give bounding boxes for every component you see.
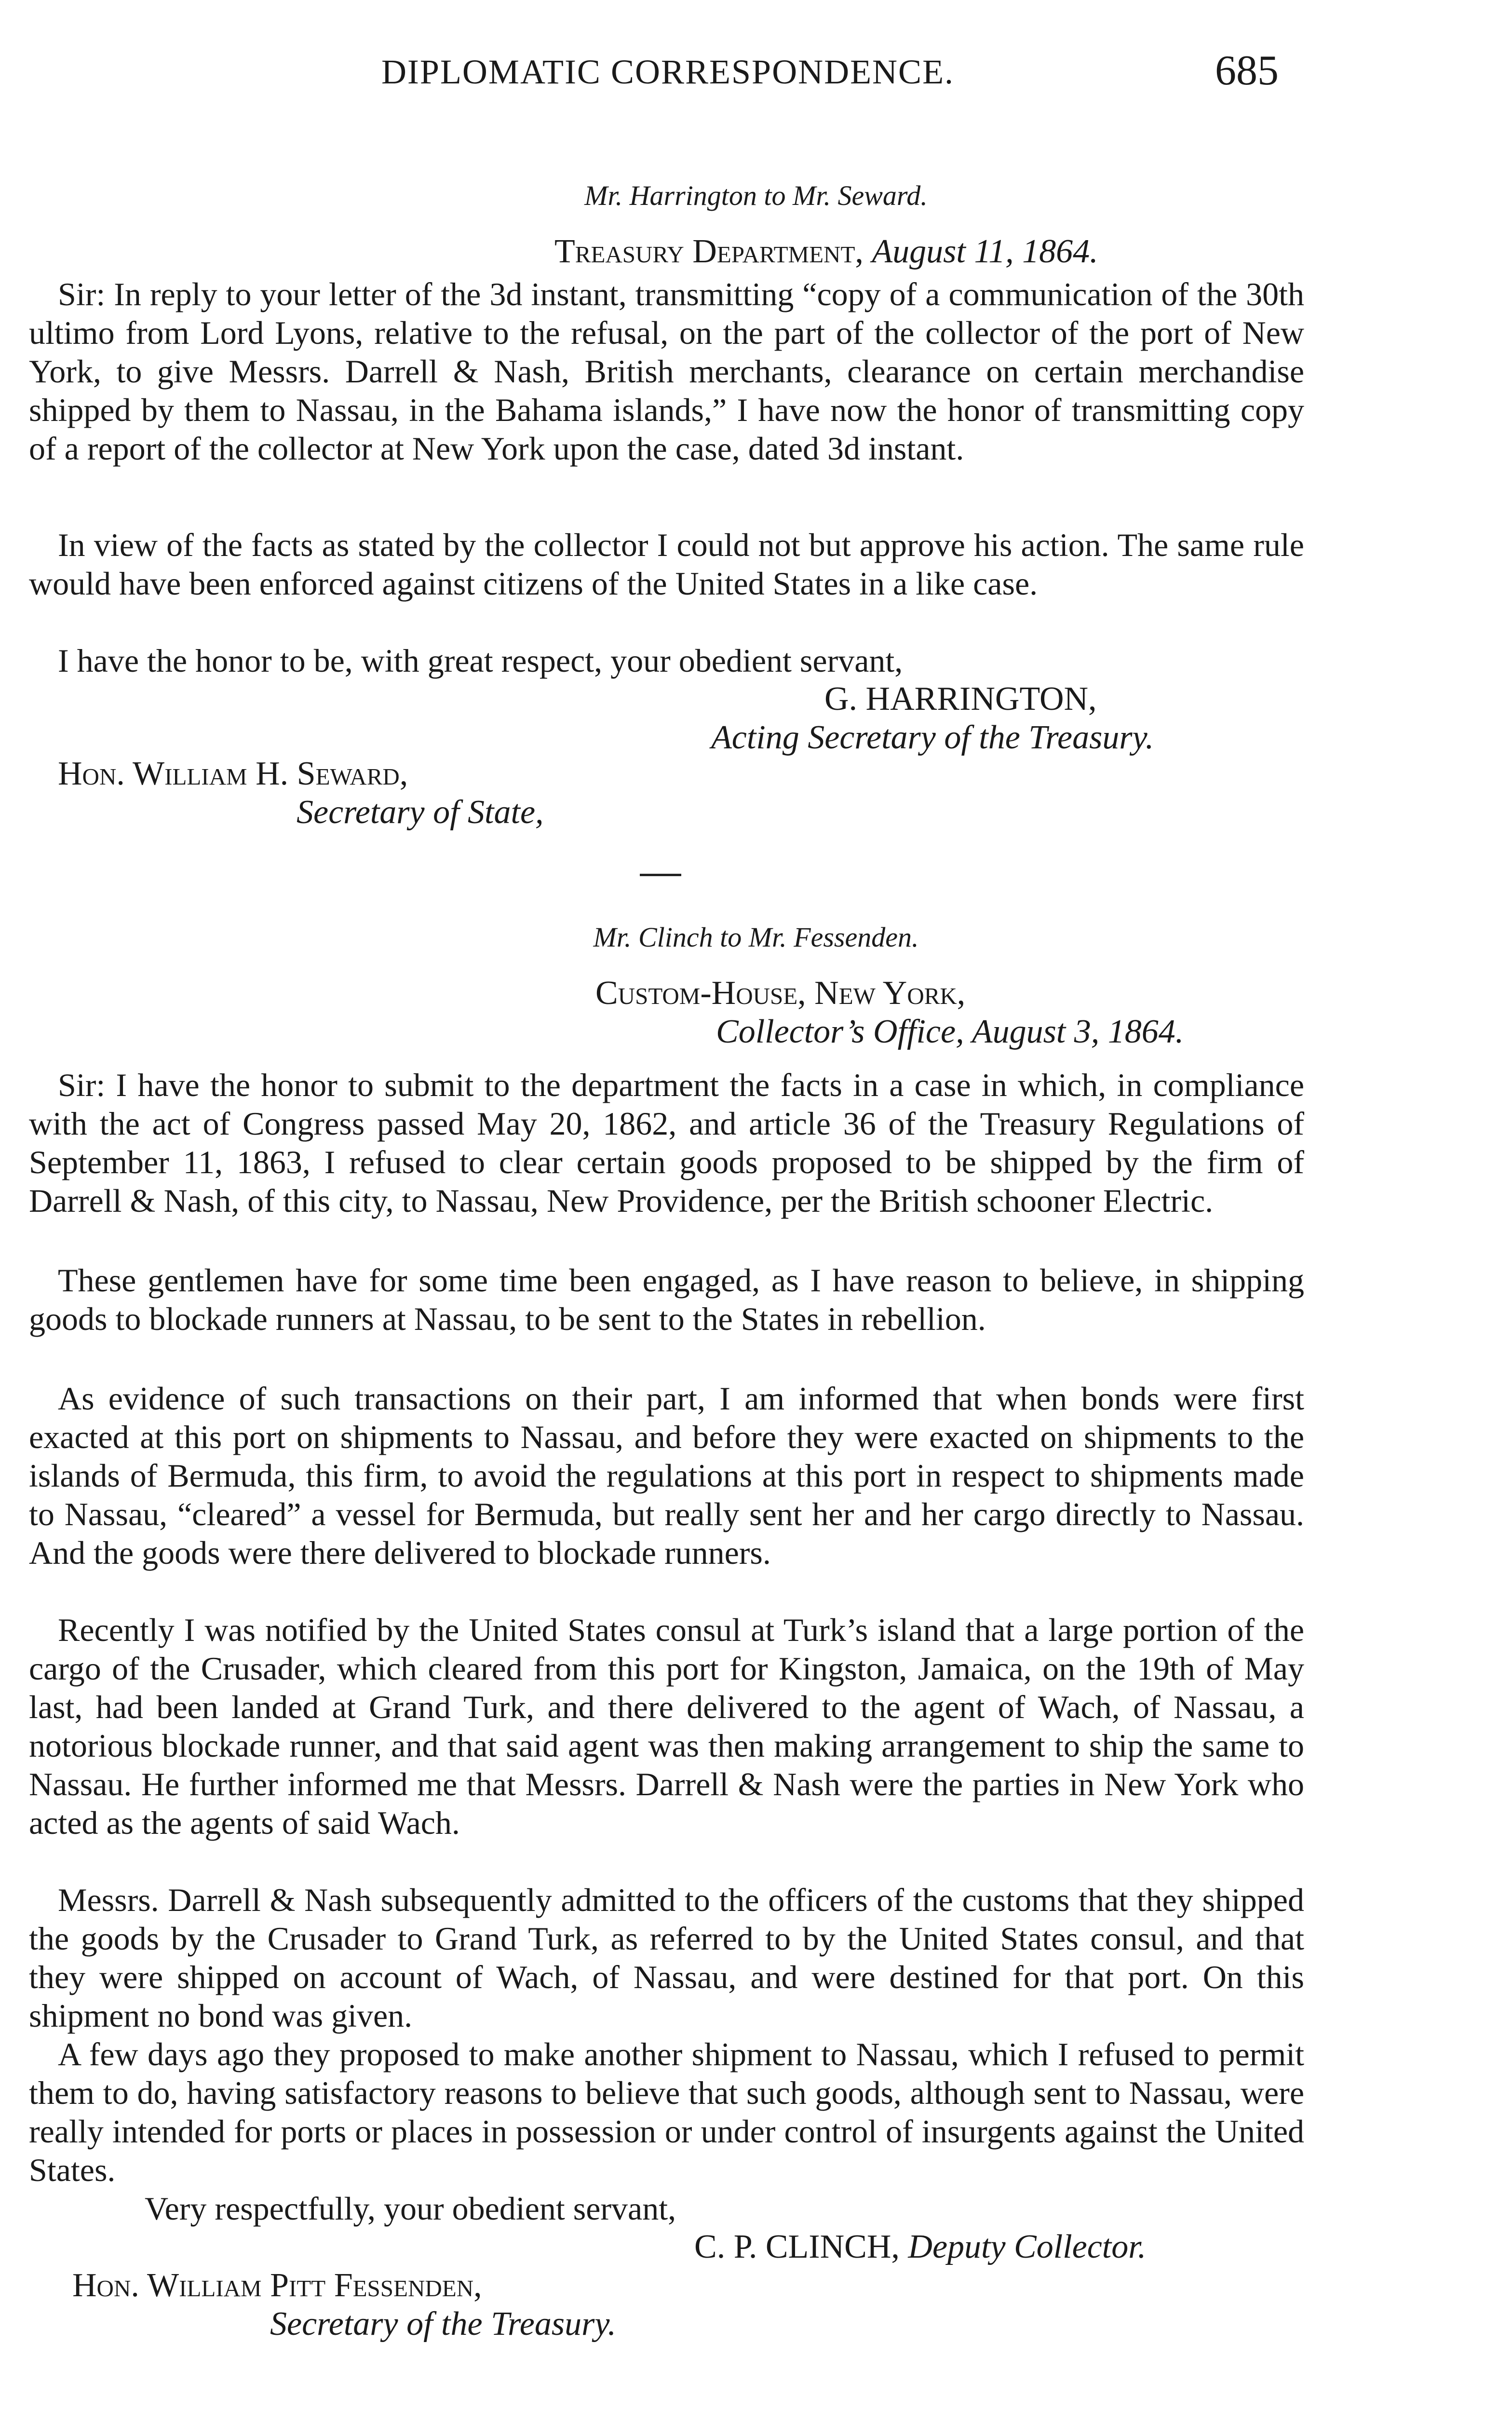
page-number: 685 (1215, 47, 1279, 94)
letter-2-paragraph: Recently I was notified by the United States consul at Turk’s island that a large portion of the cargo of the Crusader, which cleared from this port for Kingston, Jamaica, on the 19th of May last, had been landed at Grand Turk, and there delivered to the agent of Wach, of Nassau, a notorious blockade runner, and that said agent was then making arrangement to ship the same to Nassau. He further informed me that Messrs. Darrell & Nash were the parties in New York who acted as the agents of said Wach. (29, 1612, 1304, 1841)
letter-2-addressee-name: Hon. William Pitt Fessenden, (72, 2267, 482, 2304)
letter-2-paragraph: Messrs. Darrell & Nash subsequently admitted to the officers of the customs that they shipped the goods by the Crusader to Grand Turk, as referred to by the United States consul, and that they were shipped on account of Wach, of Nassau, and were destined for that port. On this shipment no bond was given. (29, 1882, 1304, 2034)
letter-2-office-date: Collector’s Office, August 3, 1864. (716, 1013, 1184, 1050)
letter-1-place: Treasury Department, (554, 233, 864, 270)
letter-1-date: August 11, 1864. (872, 233, 1098, 270)
letter-1-closing: I have the honor to be, with great respect, your obedient servant, (58, 642, 903, 679)
letter-1-addressee-title: Secretary of State, (297, 794, 544, 831)
letter-2-paragraph: Sir: I have the honor to submit to the department the facts in a case in which, in compliance with the act of Congress passed May 20, 1862, and article 36 of the Treasury Regulations of September 11, 1863, I refused to clear certain goods proposed to be shipped by the firm of Darrell & Nash, of this city, to Nassau, New Providence, per the British schooner Electric. (29, 1067, 1304, 1219)
letter-1-signature-title: Acting Secretary of the Treasury. (711, 719, 1154, 756)
letter-2-title: Mr. Clinch to Mr. Fessenden. (593, 921, 919, 953)
letter-2-paragraph: As evidence of such transactions on their part, I am informed that when bonds were first exacted at this port on shipments to Nassau, and before they were exacted on shipments to the islands of Bermuda, this firm, to avoid the regulations at this port in respect to shipments made to Nassau, “cleared” a vessel for Bermuda, but really sent her and her cargo directly to Nassau. And the goods were there delivered to blockade runners. (29, 1380, 1304, 1571)
letter-1-paragraph: In view of the facts as stated by the collector I could not but approve his action. The same rule would have been enforced against citizens of the United States in a like case. (29, 527, 1304, 602)
running-head: DIPLOMATIC CORRESPONDENCE. (381, 53, 955, 91)
letter-2-signature-title: Deputy Collector. (908, 2228, 1147, 2265)
letter-2-paragraph: A few days ago they proposed to make another shipment to Nassau, which I refused to permit them to do, having satisfactory reasons to believe that such goods, although sent to Nassau, were really intended for ports or places in possession or under control of insurgents against the United States. (29, 2036, 1304, 2188)
letter-1-dateline (554, 232, 1098, 271)
letter-2-place: Custom-House, New York, (595, 975, 966, 1012)
letter-1-title: Mr. Harrington to Mr. Seward. (584, 180, 928, 211)
letter-1-paragraph: Sir: In reply to your letter of the 3d instant, transmitting “copy of a communication of the 30th ultimo from Lord Lyons, relative to the refusal, on the part of the collector of the port of New York, to give Messrs. Darrell & Nash, British merchants, clearance on certain merchandise shipped by them to Nassau, in the Bahama islands,” I have now the honor of transmitting copy of a report of the collector at New York upon the case, dated 3d instant. (29, 276, 1304, 467)
section-divider (640, 874, 681, 876)
letter-2-paragraph: These gentlemen have for some time been engaged, as I have reason to believe, in shipping goods to blockade runners at Nassau, to be sent to the States in rebellion. (29, 1262, 1304, 1337)
letter-1-signature-name: G. HARRINGTON, (824, 680, 1097, 718)
letter-2-addressee-title: Secretary of the Treasury. (270, 2305, 617, 2343)
letter-2-signature-name: C. P. CLINCH, (694, 2228, 900, 2265)
letter-1-addressee-name: Hon. William H. Seward, (58, 755, 408, 792)
letter-2-signature (694, 2228, 1146, 2266)
letter-2-closing: Very respectfully, your obedient servant, (145, 2190, 676, 2227)
